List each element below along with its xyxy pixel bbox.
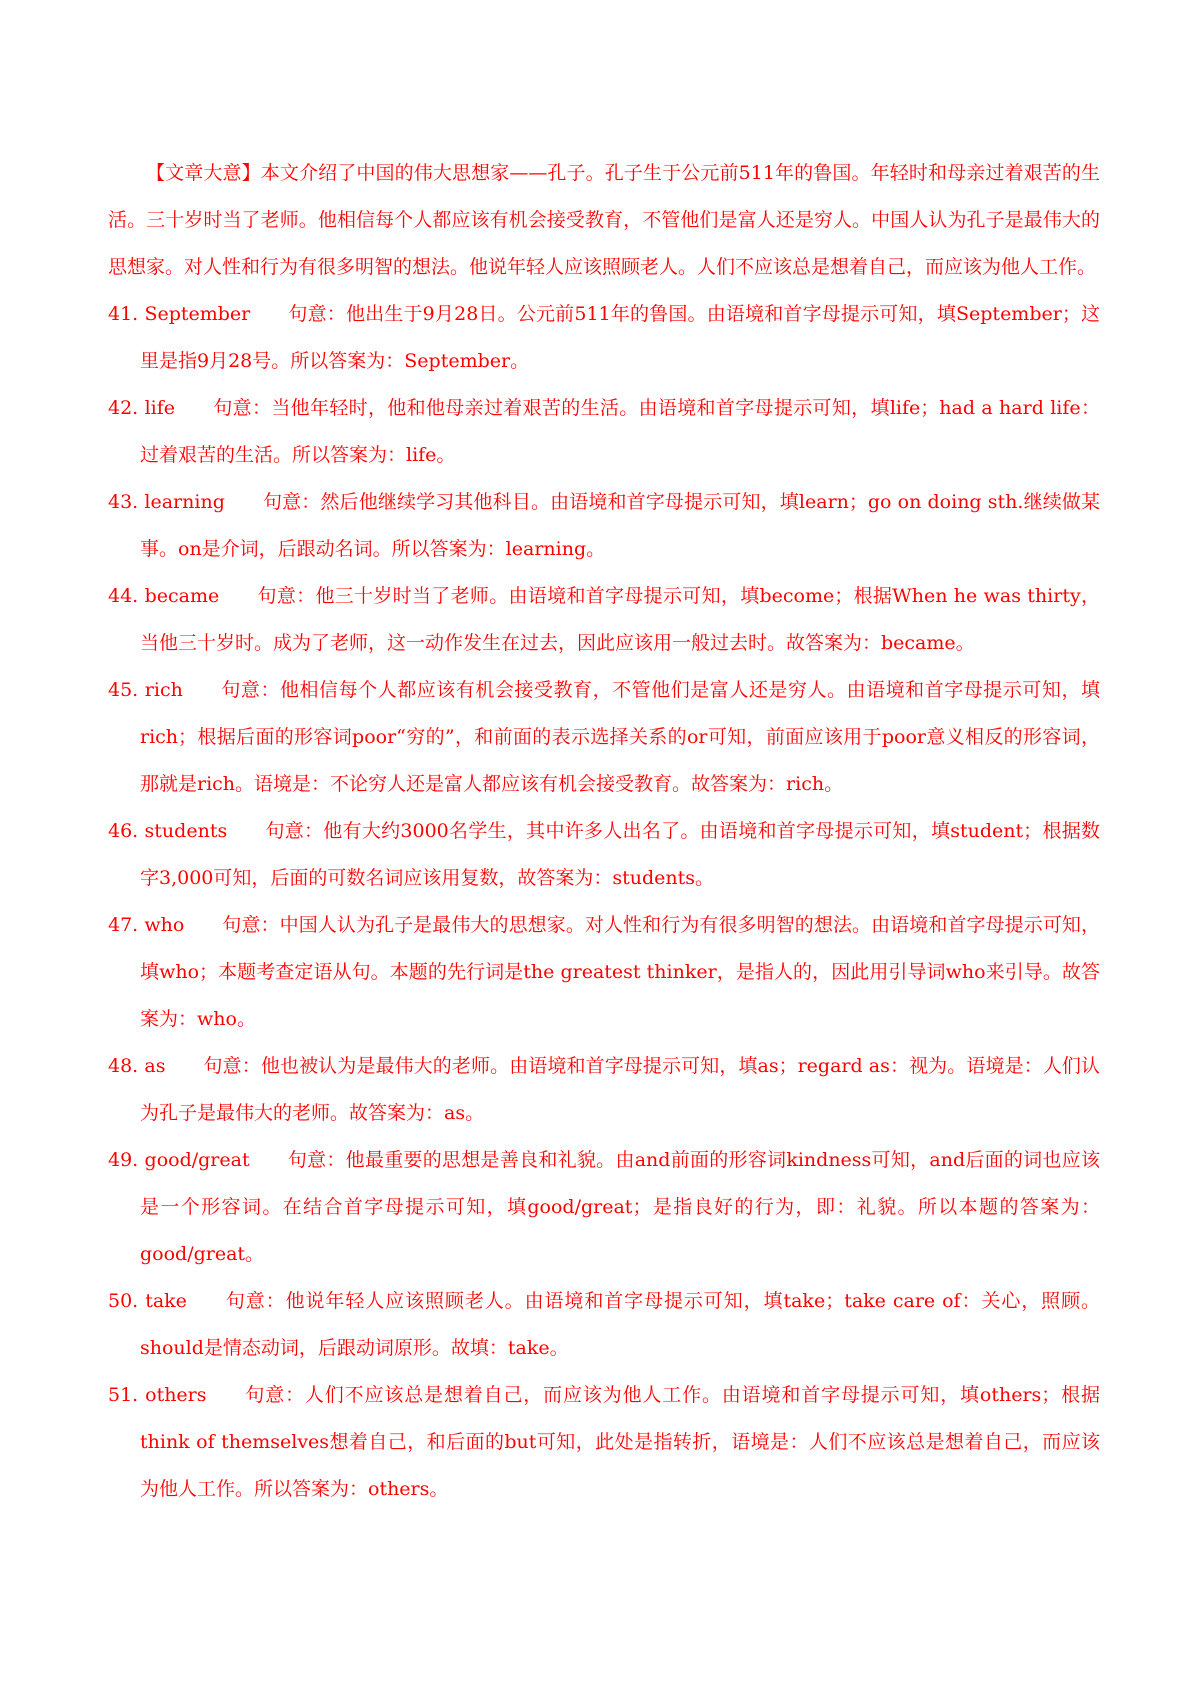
answer-item: [108, 808, 1100, 902]
answer-number: 50.: [108, 1290, 139, 1312]
answer-item: [108, 667, 1100, 808]
answer-word: rich: [144, 679, 183, 701]
answer-explanation: 句意：他有大约3000名学生，其中许多人出名了。由语境和首字母提示可知，填student；根据数字3,000可知，后面的可数名词应该用复数，故答案为：students。: [140, 820, 1100, 889]
answer-explanation: 句意：然后他继续学习其他科目。由语境和首字母提示可知，填learn；go on doing sth.继续做某事。on是介词，后跟动名词。所以答案为：learning。: [140, 491, 1100, 560]
answer-item: [108, 1137, 1100, 1278]
answer-item: [108, 291, 1100, 385]
answer-explanation: 句意：他三十岁时当了老师。由语境和首字母提示可知，填become；根据When he was thirty，当他三十岁时。成为了老师，这一动作发生在过去，因此应该用一般过去时。故答案为：became。: [140, 585, 1100, 654]
answer-word: good/great: [144, 1149, 250, 1171]
answer-item: [108, 1372, 1100, 1513]
answer-number: 47.: [108, 914, 139, 936]
answer-number: 43.: [108, 491, 139, 513]
answer-number: 44.: [108, 585, 139, 607]
answer-word: take: [145, 1290, 187, 1312]
answer-word: who: [144, 914, 185, 936]
answer-word: learning: [144, 491, 225, 513]
answer-explanation: 句意：他也被认为是最伟大的老师。由语境和首字母提示可知，填as；regard as：视为。语境是：人们认为孔子是最伟大的老师。故答案为：as。: [140, 1055, 1101, 1124]
answer-number: 51.: [108, 1384, 139, 1406]
answer-item: [108, 1043, 1100, 1137]
answer-explanation: 句意：他出生于9月28日。公元前511年的鲁国。由语境和首字母提示可知，填September；这里是指9月28号。所以答案为：September。: [140, 303, 1100, 372]
summary-heading: 【文章大意】: [146, 162, 261, 184]
answer-word: as: [144, 1055, 166, 1077]
answer-item: [108, 385, 1100, 479]
answer-number: 46.: [108, 820, 139, 842]
answer-explanation: 句意：人们不应该总是想着自己，而应该为他人工作。由语境和首字母提示可知，填others；根据think of themselves想着自己，和后面的but可知，此处是指转折，语境是：人们不应该总是想着自己，而应该为他人工作。所以答案为：others。: [140, 1384, 1101, 1500]
answer-item: [108, 1278, 1100, 1372]
answer-number: 49.: [108, 1149, 139, 1171]
answer-word: September: [144, 303, 251, 325]
answer-explanation: 句意：他最重要的思想是善良和礼貌。由and前面的形容词kindness可知，and后面的词也应该是一个形容词。在结合首字母提示可知，填good/great；是指良好的行为，即：礼貌。所以本题的答案为：good/great。: [140, 1149, 1100, 1265]
answer-number: 45.: [108, 679, 139, 701]
answer-number: 41.: [108, 303, 139, 325]
answer-number: 48.: [108, 1055, 139, 1077]
article-summary: [108, 150, 1100, 291]
answer-word: became: [144, 585, 220, 607]
answer-item: [108, 902, 1100, 1043]
answer-word: life: [144, 397, 176, 419]
summary-text: 本文介绍了中国的伟大思想家——孔子。孔子生于公元前511年的鲁国。年轻时和母亲过着艰苦的生活。三十岁时当了老师。他相信每个人都应该有机会接受教育，不管他们是富人还是穷人。中国人认为孔子是最伟大的思想家。对人性和行为有很多明智的想法。他说年轻人应该照顾老人。人们不应该总是想着自己，而应该为他人工作。: [108, 162, 1100, 278]
answer-item: [108, 573, 1100, 667]
answer-number: 42.: [108, 397, 139, 419]
answer-explanation: 句意：他说年轻人应该照顾老人。由语境和首字母提示可知，填take；take care of：关心，照顾。should是情态动词，后跟动词原形。故填：take。: [140, 1290, 1100, 1359]
answer-explanation: 句意：当他年轻时，他和他母亲过着艰苦的生活。由语境和首字母提示可知，填life；had a hard life：过着艰苦的生活。所以答案为：life。: [140, 397, 1100, 466]
answer-item: [108, 479, 1100, 573]
answer-list: [108, 291, 1100, 1513]
answer-explanation: 句意：他相信每个人都应该有机会接受教育，不管他们是富人还是穷人。由语境和首字母提示可知，填rich；根据后面的形容词poor“穷的”，和前面的表示选择关系的or可知，前面应该用于poor意义相反的形容词，那就是rich。语境是：不论穷人还是富人都应该有机会接受教育。故答案为：rich。: [140, 679, 1100, 795]
answer-word: students: [144, 820, 228, 842]
answer-explanation: 句意：中国人认为孔子是最伟大的思想家。对人性和行为有很多明智的想法。由语境和首字母提示可知，填who；本题考查定语从句。本题的先行词是the greatest thinker，是指人的，因此用引导词who来引导。故答案为：who。: [140, 914, 1100, 1030]
answer-word: others: [145, 1384, 207, 1406]
